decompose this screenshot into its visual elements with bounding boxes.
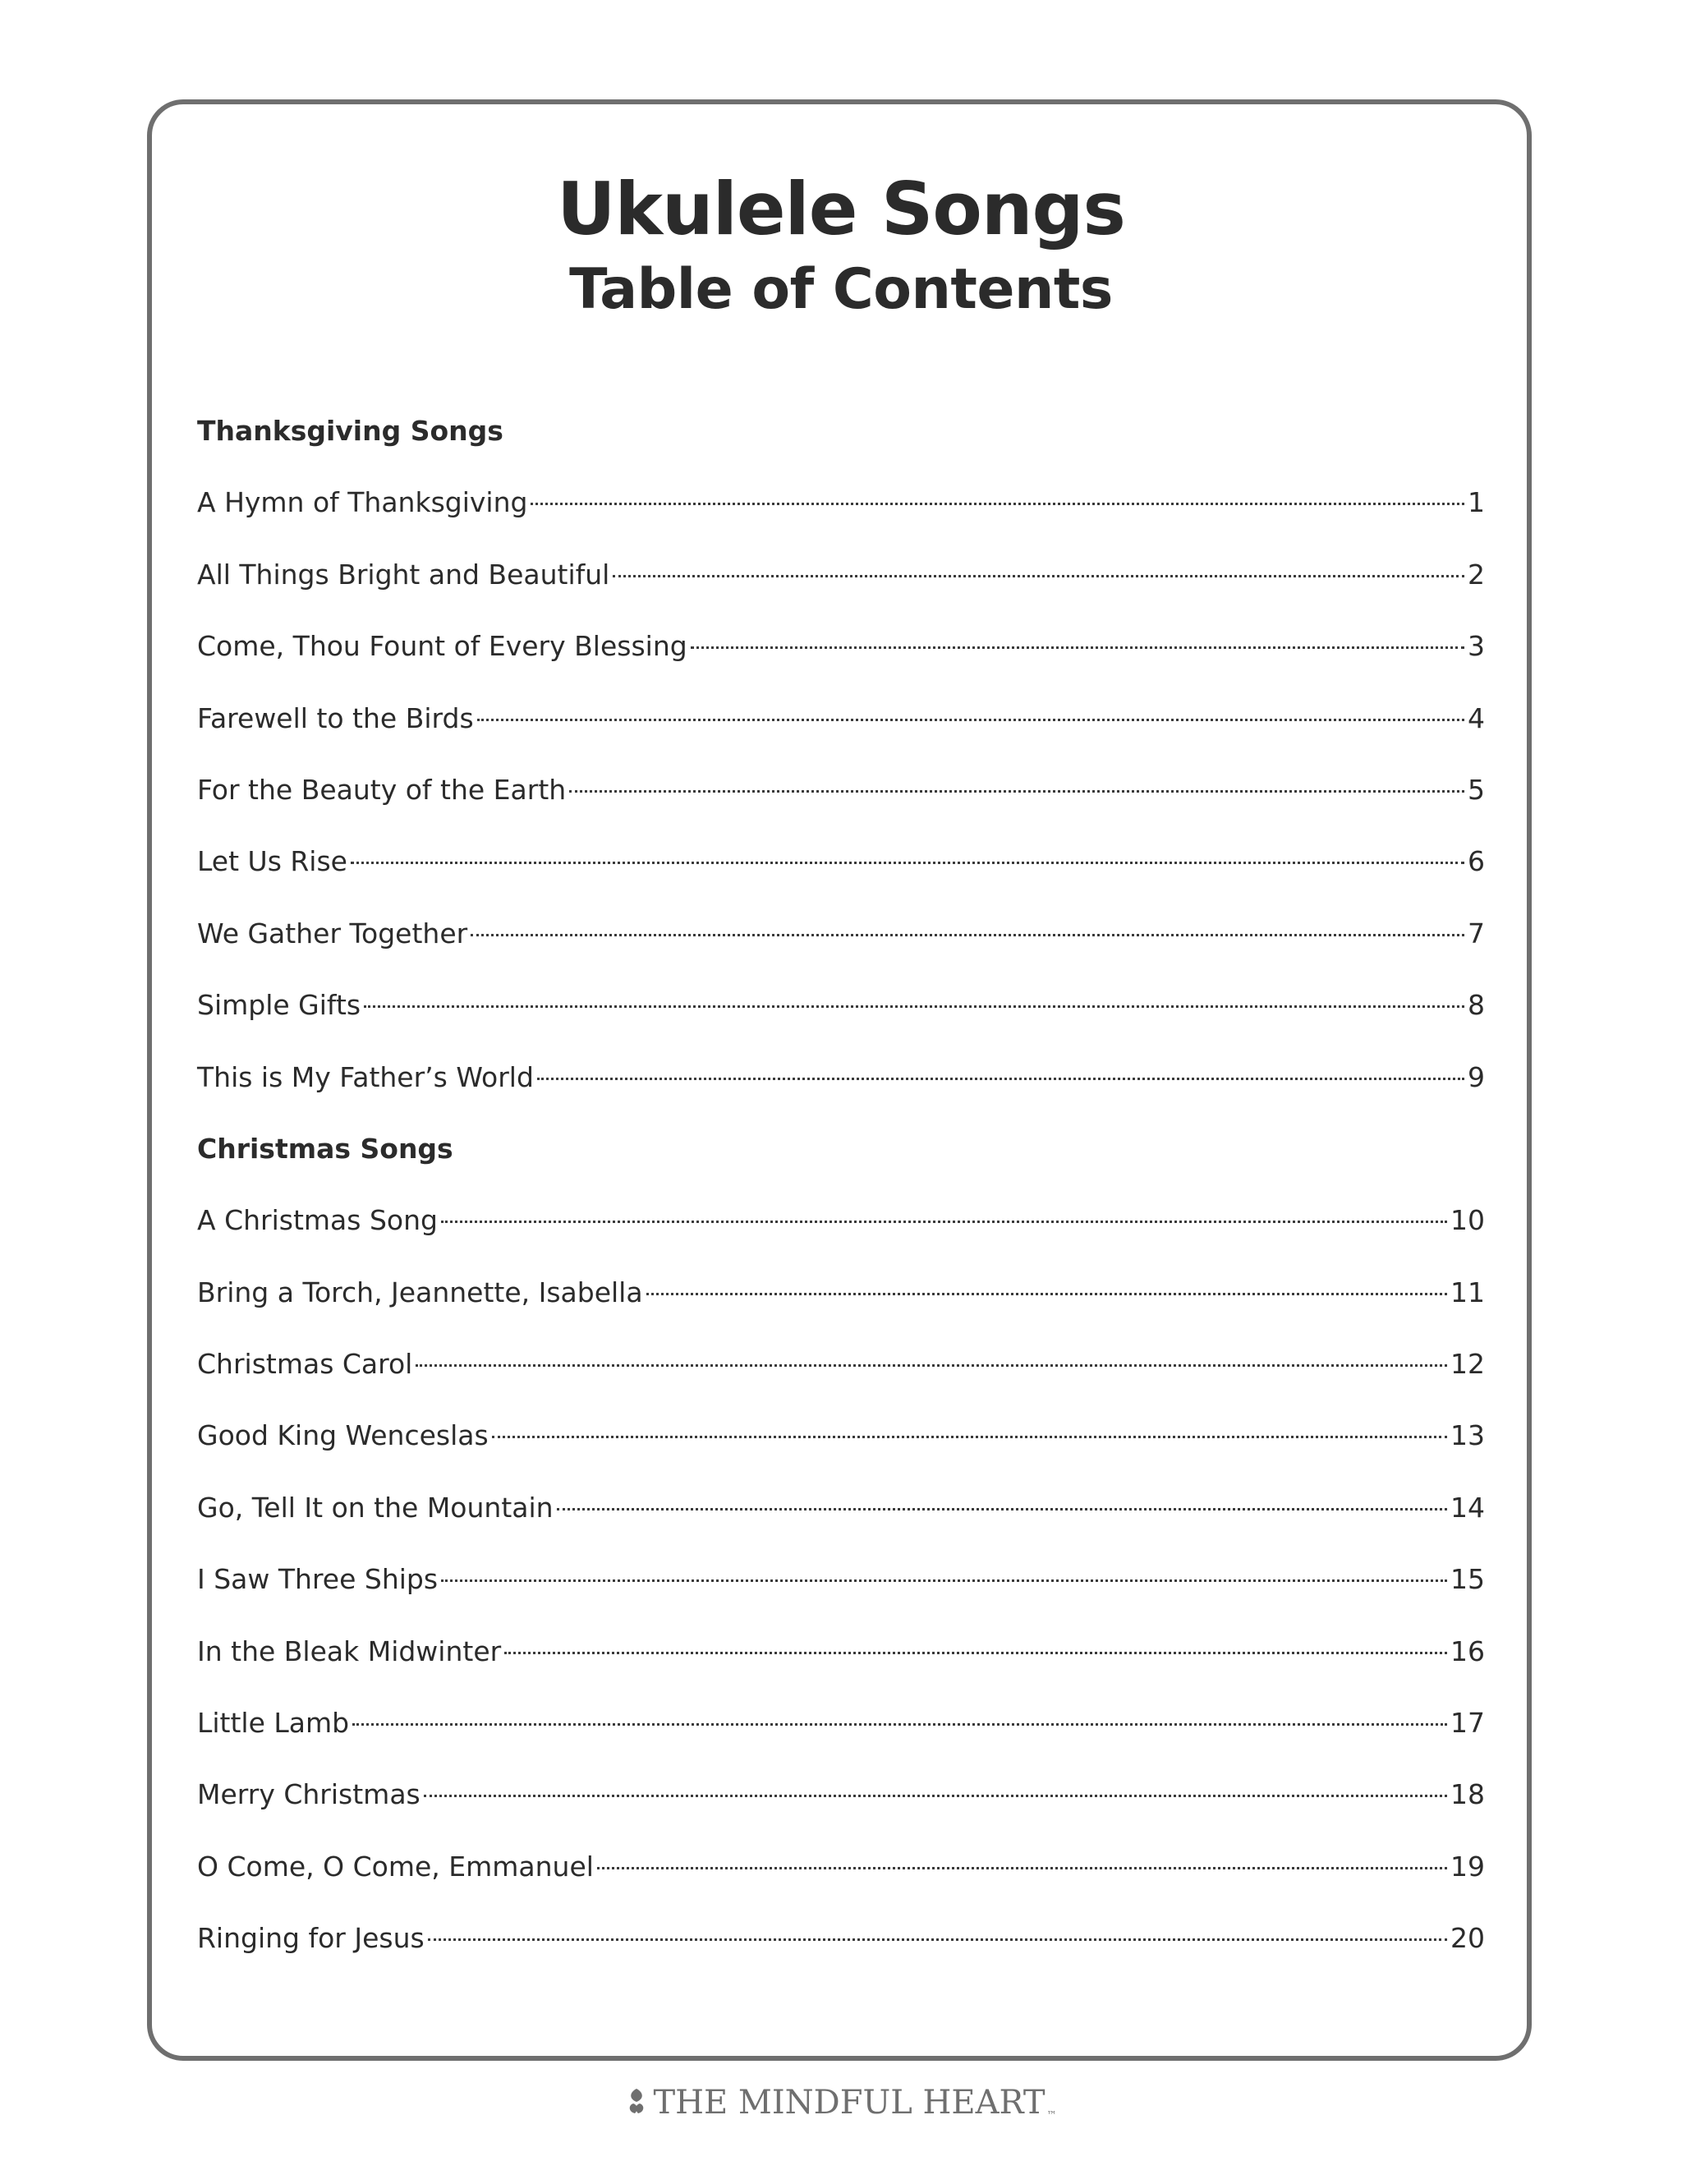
song-title: Ringing for Jesus [197, 1922, 425, 1955]
dot-leader [691, 646, 1464, 649]
song-title: Merry Christmas [197, 1778, 420, 1811]
song-title: We Gather Together [197, 917, 468, 949]
page-number: 15 [1450, 1563, 1485, 1596]
toc-entry[interactable] [197, 1411, 1485, 1483]
toc-entry[interactable] [197, 909, 1485, 981]
toc-entry[interactable] [197, 1770, 1485, 1841]
toc-entry[interactable] [197, 766, 1485, 837]
toc-entry[interactable] [197, 1699, 1485, 1770]
toc-entry[interactable] [197, 1627, 1485, 1699]
dot-leader [537, 1078, 1464, 1080]
toc-entry[interactable] [197, 981, 1485, 1052]
page-number: 10 [1450, 1204, 1485, 1237]
footer-brand [0, 2078, 1682, 2140]
toc-entry[interactable] [197, 1268, 1485, 1340]
page-number: 11 [1450, 1276, 1485, 1308]
dot-leader [569, 790, 1464, 793]
page-number: 4 [1468, 701, 1485, 734]
toc-entry[interactable] [197, 1914, 1485, 1985]
song-title: For the Beauty of the Earth [197, 773, 567, 806]
song-title: In the Bleak Midwinter [197, 1635, 502, 1667]
section-heading-christmas: Christmas Songs [197, 1132, 453, 1165]
dot-leader [492, 1436, 1447, 1438]
dot-leader [416, 1364, 1447, 1367]
song-title: Little Lamb [197, 1707, 350, 1740]
song-title: O Come, O Come, Emmanuel [197, 1850, 594, 1883]
toc-entry[interactable] [197, 1053, 1485, 1124]
dot-leader [471, 934, 1464, 936]
dot-leader [364, 1005, 1464, 1008]
dot-leader [557, 1508, 1447, 1510]
page-number: 18 [1450, 1778, 1485, 1811]
trademark-mark: ™ [1046, 2109, 1057, 2121]
page-number: 9 [1468, 1060, 1485, 1093]
dot-leader [424, 1795, 1447, 1797]
dot-leader [613, 575, 1464, 577]
page-number: 3 [1468, 630, 1485, 663]
page-number: 6 [1468, 845, 1485, 878]
song-title: This is My Father’s World [197, 1060, 534, 1093]
song-title: Come, Thou Fount of Every Blessing [197, 630, 687, 663]
page-number: 7 [1468, 917, 1485, 949]
page-number: 20 [1450, 1922, 1485, 1955]
toc-entry[interactable] [197, 1196, 1485, 1267]
toc-entry[interactable] [197, 1483, 1485, 1555]
section-heading-thanksgiving: Thanksgiving Songs [197, 415, 503, 447]
page-number: 12 [1450, 1348, 1485, 1381]
dot-leader [531, 503, 1464, 505]
table-of-contents [197, 407, 1485, 1986]
page-number: 16 [1450, 1635, 1485, 1667]
song-title: Bring a Torch, Jeannette, Isabella [197, 1276, 643, 1308]
dot-leader [441, 1579, 1447, 1582]
toc-entry[interactable] [197, 1842, 1485, 1914]
toc-entry[interactable] [197, 622, 1485, 693]
song-title: Simple Gifts [197, 989, 361, 1022]
dot-leader [504, 1652, 1447, 1654]
song-title: A Christmas Song [197, 1204, 438, 1237]
toc-entry[interactable] [197, 837, 1485, 908]
page-number: 8 [1468, 989, 1485, 1022]
page-number: 5 [1468, 773, 1485, 806]
dot-leader [351, 862, 1464, 864]
page-number: 19 [1450, 1850, 1485, 1883]
toc-entry[interactable] [197, 1340, 1485, 1411]
leaf-logo-icon [625, 2083, 648, 2116]
document-title: Ukulele Songs [557, 167, 1125, 251]
page-number: 14 [1450, 1491, 1485, 1524]
toc-entry[interactable] [197, 1555, 1485, 1626]
page-number: 13 [1450, 1419, 1485, 1452]
dot-leader [646, 1293, 1447, 1295]
dot-leader [352, 1723, 1447, 1726]
dot-leader [441, 1221, 1447, 1223]
document-subtitle: Table of Contents [569, 257, 1113, 322]
dot-leader [428, 1938, 1447, 1941]
page-number: 1 [1468, 486, 1485, 519]
song-title: Christmas Carol [197, 1348, 413, 1381]
page-number: 2 [1468, 558, 1485, 591]
dot-leader [477, 719, 1464, 721]
brand-name: THE MINDFUL HEART [653, 2084, 1046, 2122]
song-title: I Saw Three Ships [197, 1563, 439, 1596]
song-title: All Things Bright and Beautiful [197, 558, 610, 591]
page-number: 17 [1450, 1707, 1485, 1740]
dot-leader [597, 1867, 1447, 1869]
song-title: Good King Wenceslas [197, 1419, 489, 1452]
song-title: Farewell to the Birds [197, 701, 474, 734]
toc-entry[interactable] [197, 550, 1485, 622]
song-title: A Hymn of Thanksgiving [197, 486, 528, 519]
song-title: Go, Tell It on the Mountain [197, 1491, 554, 1524]
toc-entry[interactable] [197, 478, 1485, 549]
toc-entry[interactable] [197, 694, 1485, 766]
song-title: Let Us Rise [197, 845, 347, 878]
